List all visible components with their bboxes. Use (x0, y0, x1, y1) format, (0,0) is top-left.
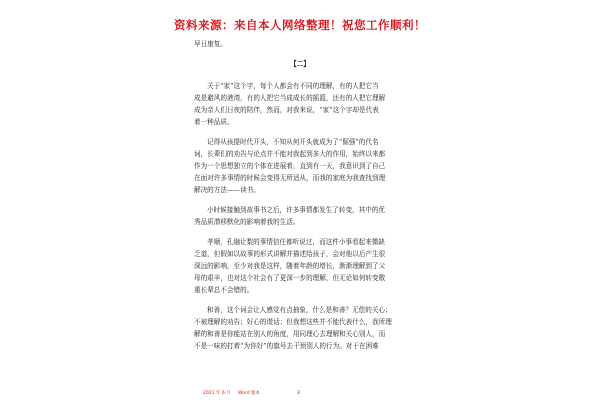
paragraph-4 (194, 236, 406, 296)
text-line: 母的艰辛，也对这个社会有了更深一步的理解，但无论如何转变敬 (194, 274, 386, 282)
text-line: 解决的方法——读书。 (194, 186, 260, 194)
text-line: 孝顺，孔融让梨的事情信任都听说过，而这件小事看起来微缺 (207, 238, 386, 246)
closing-line: 早日康复。 (194, 40, 227, 48)
footer-app: Word 版本 (238, 391, 261, 396)
paragraph-1 (194, 80, 406, 128)
text-line: 和善，这个词会让人感觉有点抽象，什么是和善？无偿的关心； (207, 306, 392, 314)
source-header: 资料来源：来自本人网络整理！祝您工作顺利！ (174, 18, 426, 32)
text-line: 不是一味的打着“为你好”的旗号去干预别人的行为。对于在困难 (194, 342, 379, 350)
paragraph-5 (194, 304, 406, 352)
paragraph-3 (194, 204, 406, 228)
text-line: 小时候接触到故事书之后，许多事情都发生了转变，其中的优 (207, 206, 386, 214)
section-heading: 【二】 (290, 60, 310, 68)
text-line: 深远的影响，至少对我是这样，随着年龄的增长，渐渐理解到了父 (194, 262, 386, 270)
text-line: 作为一个思想独立的个体在进展着，直到有一天，我意识到了自己 (194, 162, 386, 170)
text-line: 成是避风的港湾，有的人把它当成成长的摇篮，还有的人把它理解 (194, 94, 386, 102)
text-line: 在面对许多事情的时候会变得无所适从，而我的家庭为我查找到理 (194, 174, 386, 182)
footer-date: 2021 年 6 月 (203, 391, 231, 396)
paragraph-2 (194, 136, 406, 196)
page-number: 3 (297, 391, 300, 396)
text-line: 关于“家”这个字，每个人都会有不同的理解，有的人把它当 (207, 82, 379, 90)
text-line: 记得从孩提时代开头，不知从何开头就成为了“倔强”的代名 (207, 138, 379, 146)
text-line: 着一种品质。 (194, 118, 234, 126)
text-line: 秀品质潜移默化的影响着我的生活。 (194, 218, 300, 226)
text-line: 成为亲人们日夜的陪伴，然而，对我来说，“家”这个字却是代表 (194, 106, 379, 114)
document-body (194, 38, 406, 360)
text-line: 乏道，但假如以故事的形式讲解并描述给孩子，会对他以后产生很 (194, 250, 386, 258)
text-line: 重长辈总不会错的。 (194, 286, 254, 294)
text-line: 不被理解的劝告；好心的谎话；但我想这些并不能代表什么，我所理 (194, 318, 392, 326)
text-line: 词，长辈们的劝告与论点并不能对我起到多大的作用，始终以来都 (194, 150, 386, 158)
text-line: 解的和善是你能站在别人的角度，用同理心去理解和关心别人，而 (194, 330, 386, 338)
page-footer (203, 391, 406, 397)
